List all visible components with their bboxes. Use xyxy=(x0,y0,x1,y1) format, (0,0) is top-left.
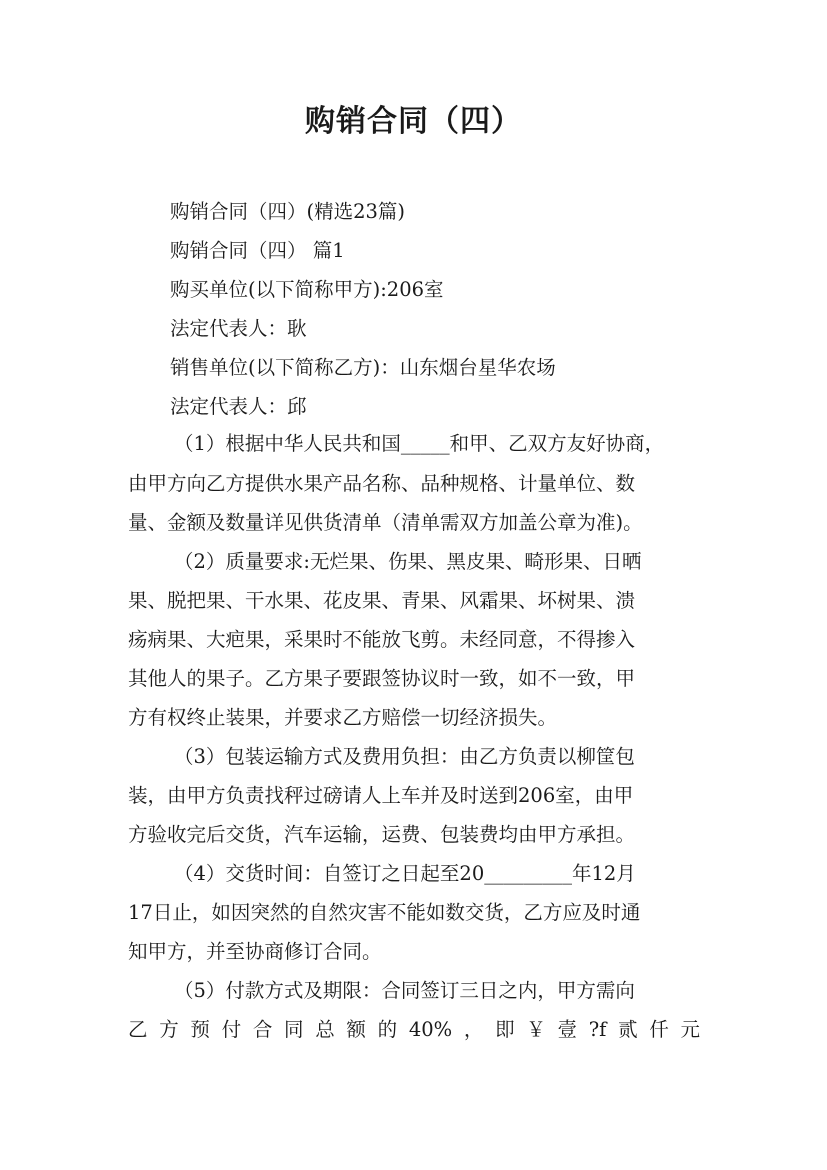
seller-line: 销售单位(以下简称乙方)：山东烟台星华农场 xyxy=(170,356,556,379)
clause-3-line-2: 装，由甲方负责找秤过磅请人上车并及时送到206室，由甲 xyxy=(128,784,634,807)
clause-2-line-3: 疡病果、大疤果，采果时不能放飞剪。未经同意，不得掺入 xyxy=(128,628,636,651)
clause-2-line-5: 方有权终止装果，并要求乙方赔偿一切经济损失。 xyxy=(128,706,558,729)
clause-4-line-2: 17日止，如因突然的自然灾害不能如数交货，乙方应及时通 xyxy=(128,901,641,924)
buyer-representative-line: 法定代表人：耿 xyxy=(170,317,307,340)
header-line-1: 购销合同（四）(精选23篇) xyxy=(170,200,406,223)
clause-5-line-1: （5）付款方式及期限：合同签订三日之内，甲方需向 xyxy=(174,979,635,1002)
clause-5-line-2: 乙方预付合同总额的40%，即￥壹?f贰仟元 xyxy=(128,1018,700,1041)
document-title: 购销合同（四） xyxy=(305,104,522,139)
buyer-line: 购买单位(以下简称甲方):206室 xyxy=(170,278,444,301)
header-line-2: 购销合同（四） 篇1 xyxy=(170,239,345,262)
clause-2-line-1: （2）质量要求:无烂果、伤果、黑皮果、畸形果、日晒 xyxy=(174,550,642,573)
clause-4-line-1: （4）交货时间：自签订之日起至20_________年12月 xyxy=(174,862,636,885)
clause-3-line-3: 方验收完后交货，汽车运输，运费、包装费均由甲方承担。 xyxy=(128,823,636,846)
seller-representative-line: 法定代表人：邱 xyxy=(170,395,307,418)
clause-3-line-1: （3）包装运输方式及费用负担：由乙方负责以柳筐包 xyxy=(174,745,635,768)
clause-1-line-3: 量、金额及数量详见供货清单（清单需双方加盖公章为准)。 xyxy=(128,511,643,534)
clause-4-line-3: 知甲方，并至协商修订合同。 xyxy=(128,940,382,963)
clause-1-line-2: 由甲方向乙方提供水果产品名称、品种规格、计量单位、数 xyxy=(128,472,636,495)
clause-2-line-4: 其他人的果子。乙方果子要跟签协议时一致，如不一致，甲 xyxy=(128,667,636,690)
clause-1-line-1: （1）根据中华人民共和国_____和甲、乙双方友好协商， xyxy=(174,432,665,455)
clause-2-line-2: 果、脱把果、干水果、花皮果、青果、风霜果、坏树果、溃 xyxy=(128,589,636,612)
